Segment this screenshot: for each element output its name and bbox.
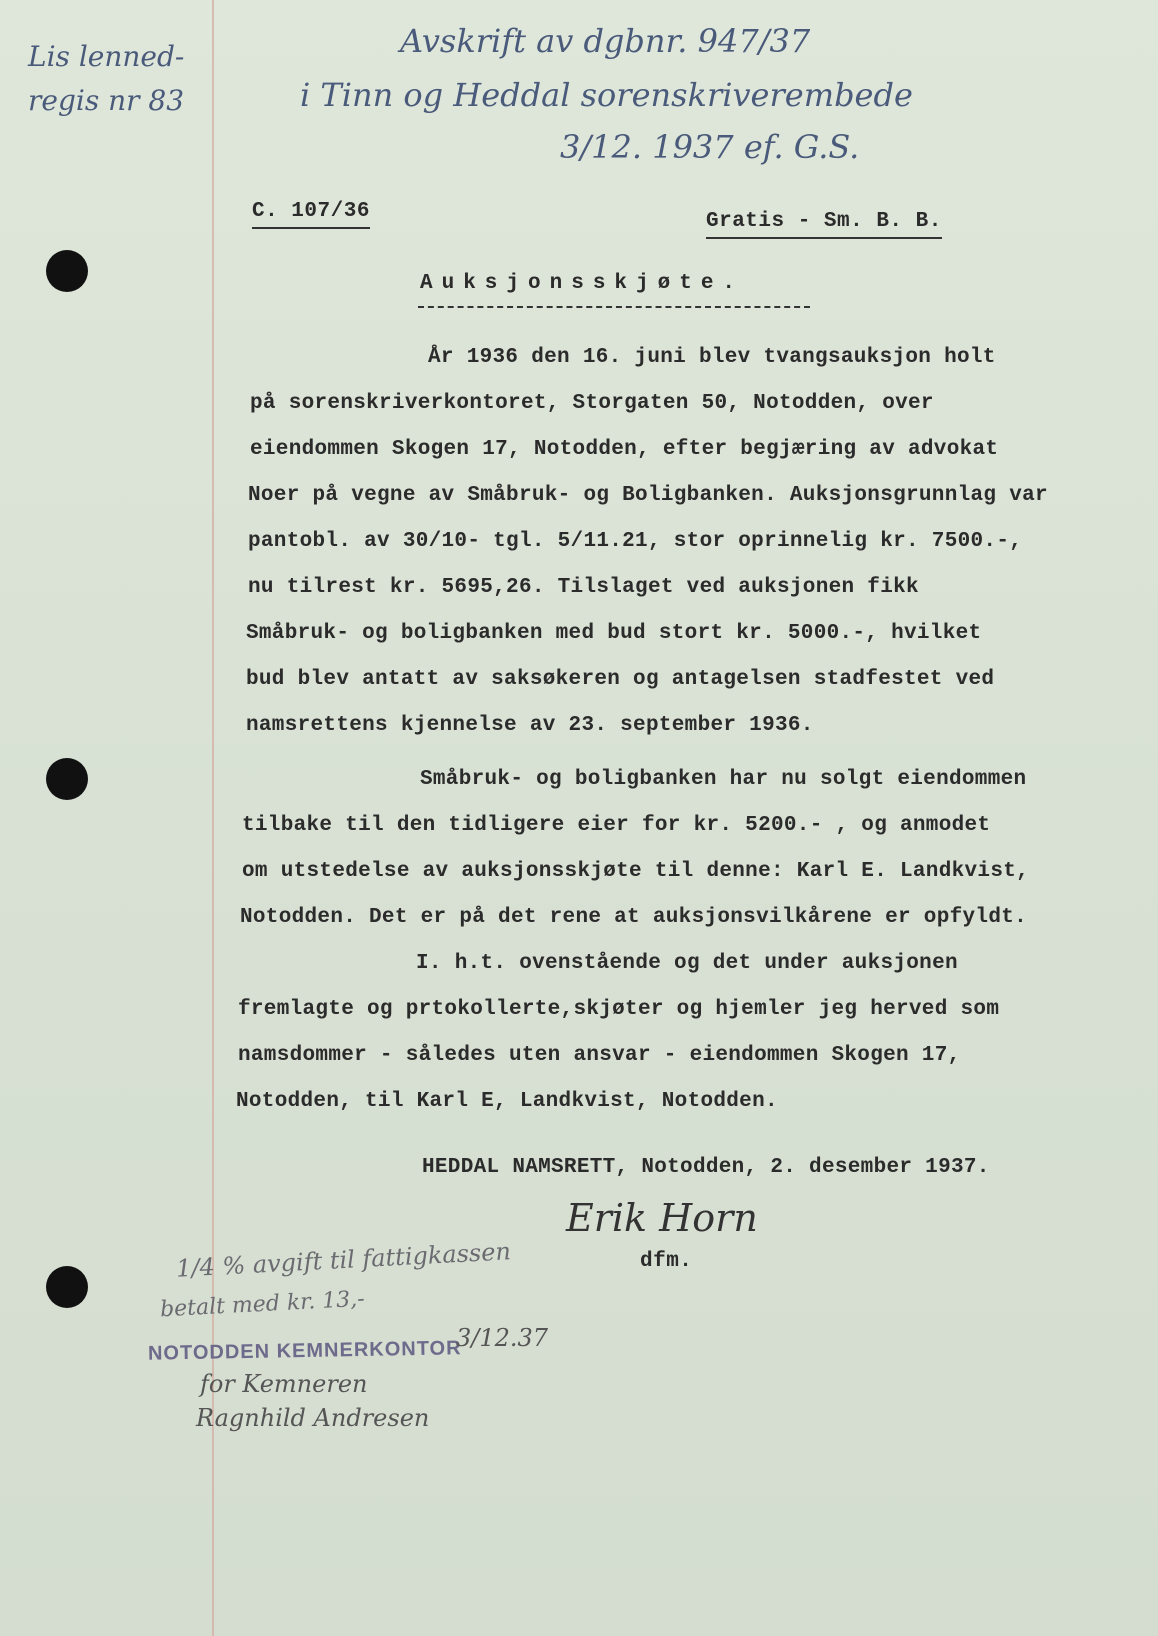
p2-line3: om utstedelse av auksjonsskjøte til denne: Karl E. Landkvist, bbox=[242, 860, 1030, 883]
p3-line2: fremlagte og prtokollerte,skjøter og hjemler jeg herved som bbox=[238, 998, 1000, 1021]
punch-hole bbox=[46, 1266, 88, 1308]
p3-line4: Notodden, til Karl E, Landkvist, Notodden. bbox=[236, 1090, 778, 1113]
p1-line6: nu tilrest kr. 5695,26. Tilslaget ved auksjonen fikk bbox=[248, 576, 919, 599]
p1-line9: namsrettens kjennelse av 23. september 1936. bbox=[246, 714, 814, 737]
office-stamp: NOTODDEN KEMNERKONTOR bbox=[147, 1337, 462, 1365]
judge-signature: Erik Horn bbox=[566, 1196, 758, 1240]
punch-hole bbox=[46, 250, 88, 292]
p2-line4: Notodden. Det er på det rene at auksjonsvilkårene er opfyldt. bbox=[240, 906, 1028, 929]
p3-line3: namsdommer - således uten ansvar - eiendommen Skogen 17, bbox=[238, 1044, 961, 1067]
case-number: C. 107/36 bbox=[252, 200, 370, 229]
document-title: Auksjonsskjøte. bbox=[420, 272, 745, 295]
p1-line5: pantobl. av 30/10- tgl. 5/11.21, stor oprinnelig kr. 7500.-, bbox=[248, 530, 1023, 553]
fee-note: Gratis - Sm. B. B. bbox=[706, 210, 942, 239]
stamp-sign-line1: for Kemneren bbox=[200, 1370, 368, 1398]
stamp-sign-line2: Ragnhild Andresen bbox=[196, 1404, 430, 1432]
p1-line8: bud blev antatt av saksøkeren og antagelsen stadfestet ved bbox=[246, 668, 995, 691]
fee-annotation-line1: 1/4 % avgift til fattigkassen bbox=[175, 1237, 512, 1283]
signature-title: dfm. bbox=[640, 1250, 693, 1273]
stamp-date: 3/12.37 bbox=[456, 1324, 549, 1352]
margin-note-line1: Lis lenned- bbox=[28, 40, 185, 73]
title-dashed-rule bbox=[418, 306, 810, 308]
p1-line2: på sorenskriverkontoret, Storgaten 50, Notodden, over bbox=[250, 392, 934, 415]
p1-line1: År 1936 den 16. juni blev tvangsauksjon holt bbox=[428, 346, 996, 369]
place-date: HEDDAL NAMSRETT, Notodden, 2. desember 1937. bbox=[422, 1156, 990, 1179]
p1-line4: Noer på vegne av Småbruk- og Boligbanken. Auksjonsgrunnlag var bbox=[248, 484, 1048, 507]
p1-line7: Småbruk- og boligbanken med bud stort kr. 5000.-, hvilket bbox=[246, 622, 982, 645]
header-line2: i Tinn og Heddal sorenskriverembede bbox=[300, 76, 913, 114]
p3-line1: I. h.t. ovenstående og det under auksjonen bbox=[416, 952, 958, 975]
p2-line1: Småbruk- og boligbanken har nu solgt eiendommen bbox=[420, 768, 1027, 791]
fee-annotation-line2: betalt med kr. 13,- bbox=[159, 1286, 366, 1323]
p1-line3: eiendommen Skogen 17, Notodden, efter begjæring av advokat bbox=[250, 438, 999, 461]
p2-line2: tilbake til den tidligere eier for kr. 5200.- , og anmodet bbox=[242, 814, 991, 837]
header-line1: Avskrift av dgbnr. 947/37 bbox=[400, 22, 811, 60]
margin-note-line2: regis nr 83 bbox=[28, 84, 185, 117]
punch-hole bbox=[46, 758, 88, 800]
header-line3: 3/12. 1937 ef. G.S. bbox=[560, 128, 860, 166]
